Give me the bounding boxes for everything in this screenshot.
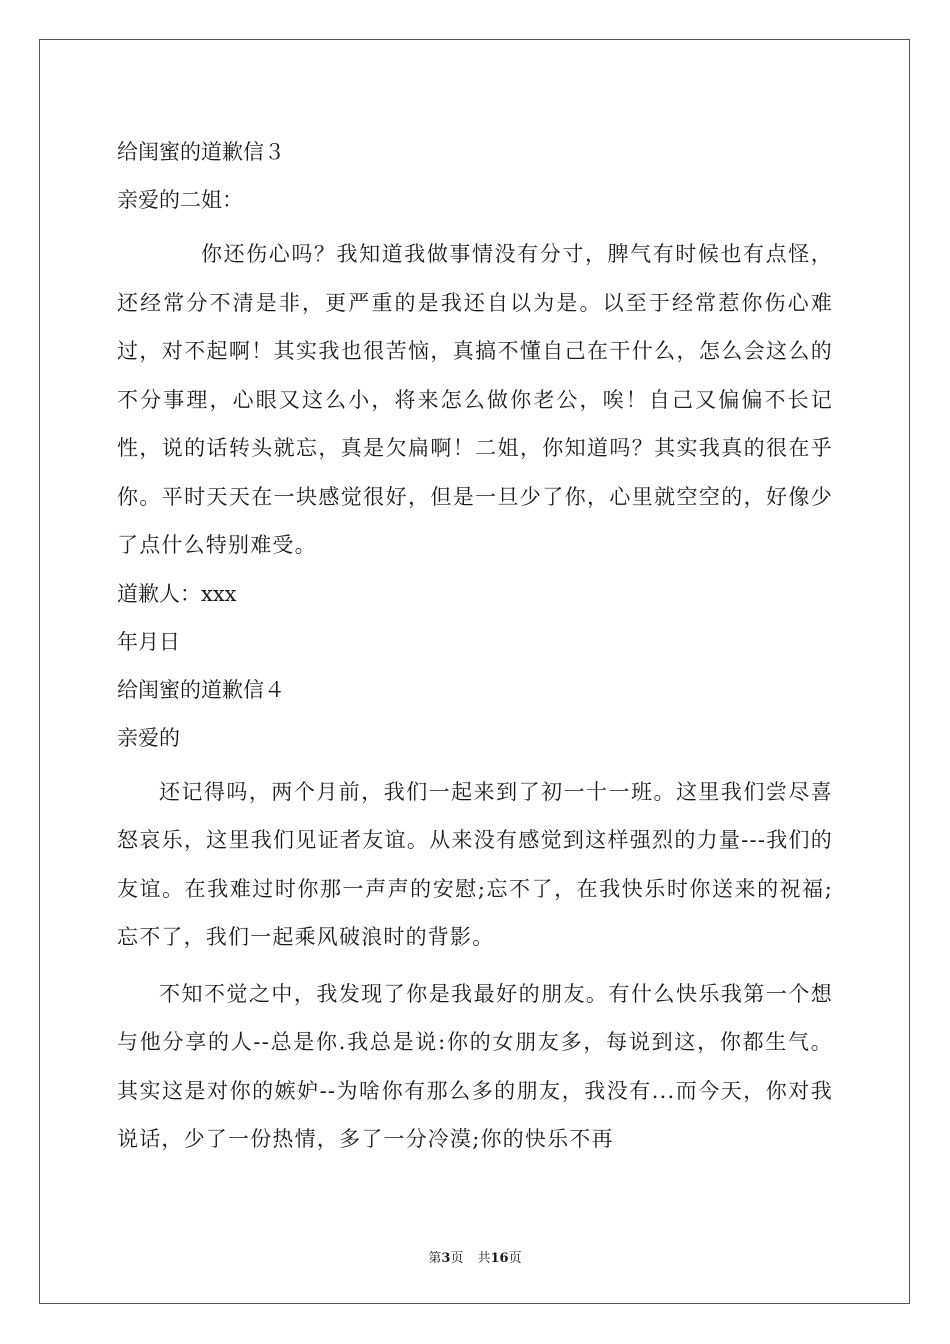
letter-3-title: 给闺蜜的道歉信３ <box>117 140 285 164</box>
letter-4-paragraph-2: 不知不觉之中，我发现了你是我最好的朋友。有什么快乐我第一个想与他分享的人--总是你.我总是说:你的女朋友多，每说到这，你都生气。其实这是对你的嫉妒--为啥你有那么多的朋友，我没有...而今天，你对我说话，少了一份热情，多了一分冷漠;你的快乐不再 <box>117 981 833 1151</box>
page-footer <box>0 1247 950 1266</box>
page-prefix: 第 <box>428 1251 442 1266</box>
letter-4-salutation: 亲爱的 <box>117 725 180 750</box>
total-pages: 16 <box>490 1251 509 1266</box>
total-suffix: 页 <box>508 1251 522 1266</box>
document-body <box>117 128 833 1164</box>
page-number: 3 <box>441 1251 451 1266</box>
letter-3-salutation: 亲爱的二姐： <box>117 188 243 212</box>
letter-4-paragraph-1: 还记得吗，两个月前，我们一起来到了初一十一班。这里我们尝尽喜怒哀乐，这里我们见证者友谊。从来没有感觉到这样强烈的力量---我们的友谊。在我难过时你那一声声的安慰;忘不了，在我快乐时你送来的祝福;忘不了，我们一起乘风破浪时的背影。 <box>117 779 833 949</box>
letter-3-date: 年月日 <box>117 629 180 654</box>
letter-3-signer: 道歉人：xxx <box>117 581 237 606</box>
letter-4-title: 给闺蜜的道歉信４ <box>117 677 285 702</box>
page-suffix: 页 <box>450 1251 464 1266</box>
total-prefix: 共 <box>477 1251 491 1266</box>
letter-3-body: 你还伤心吗？我知道我做事情没有分寸，脾气有时候也有点怪，还经常分不清是非，更严重的是我还自以为是。以至于经常惹你伤心难过，对不起啊！其实我也很苦恼，真搞不懂自己在干什么，怎么会这么的不分事理，心眼又这么小，将来怎么做你老公，唉！自己又偏偏不长记性，说的话转头就忘，真是欠扁啊！二姐，你知道吗？其实我真的很在乎你。平时天天在一块感觉很好，但是一旦少了你，心里就空空的，好像少了点什么特别难受。 <box>117 242 833 557</box>
